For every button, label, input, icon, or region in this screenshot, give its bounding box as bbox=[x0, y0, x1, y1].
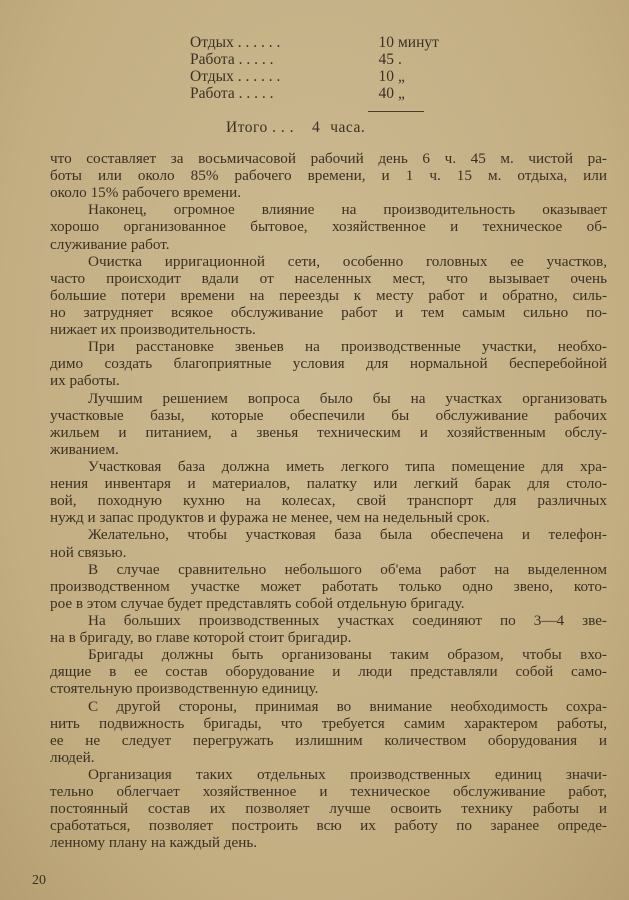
text-line: но затрудняет всякое обслуживание работ и тем самым сильно по- bbox=[50, 303, 607, 321]
text-line: нения инвентаря и материалов, палатку или легкий барак для столо- bbox=[50, 475, 607, 493]
text-line: Организация таких отдельных производственных единиц значи- bbox=[88, 765, 607, 783]
text-line: их работы. bbox=[50, 372, 120, 390]
text-line: живанием. bbox=[50, 440, 119, 458]
text-line: служивание работ. bbox=[50, 235, 170, 253]
text-line: Наконец, огромное влияние на производительность оказывает bbox=[88, 201, 607, 219]
row-label: Отдых . . . . . . bbox=[190, 34, 281, 51]
row-unit: . bbox=[398, 51, 402, 68]
text-line: нить подвижность бригады, что требуется самим характером работы, bbox=[50, 714, 607, 732]
text-line: Желательно, чтобы участковая база была обеспечена и телефон- bbox=[88, 526, 607, 544]
total-unit: часа. bbox=[330, 119, 366, 136]
text-line: на в бригаду, во главе которой стоит бригадир. bbox=[50, 629, 352, 647]
total-value: 4 bbox=[311, 119, 321, 136]
text-line: рое в этом случае будет представлять собой отдельную бригаду. bbox=[50, 594, 465, 612]
row-value: 10 bbox=[378, 34, 394, 51]
schedule-row bbox=[190, 34, 450, 51]
text-line: постоянный состав их позволяет лучше освоить технику работы и bbox=[50, 800, 607, 818]
row-label: Работа . . . . . bbox=[190, 51, 274, 68]
row-label: Отдых . . . . . . bbox=[190, 68, 281, 85]
row-unit: „ bbox=[398, 85, 405, 102]
body-text bbox=[50, 150, 607, 851]
text-line: Очистка ирригационной сети, особенно головных ее участков, bbox=[88, 252, 607, 270]
text-line: боты или около 85% рабочего времени, и 1 ч. 15 м. отдыха, или bbox=[50, 167, 607, 185]
page-number: 20 bbox=[32, 873, 46, 888]
text-line: На больших производственных участках соединяют по 3—4 зве- bbox=[88, 611, 607, 629]
text-line: вой, походную кухню на колесах, свой транспорт для различных bbox=[50, 492, 607, 510]
text-line: При расстановке звеньев на производственные участки, необхо- bbox=[88, 338, 607, 356]
schedule-total bbox=[226, 119, 365, 137]
schedule-row bbox=[190, 51, 450, 68]
text-line: Бригады должны быть организованы таким образом, чтобы вхо- bbox=[88, 646, 607, 664]
row-unit: минут bbox=[398, 34, 439, 51]
text-line: Лучшим решением вопроса было бы на участках организовать bbox=[88, 389, 607, 407]
schedule-table bbox=[190, 34, 450, 102]
text-line: участковые базы, которые обеспечили бы обслуживание рабочих bbox=[50, 406, 607, 424]
text-line: людей. bbox=[50, 748, 95, 766]
row-value: 40 bbox=[378, 85, 394, 102]
text-line: хорошо организованное бытовое, хозяйственное и техническое об- bbox=[50, 218, 607, 236]
text-line: С другой стороны, принимая во внимание необходимость сохра- bbox=[88, 697, 607, 715]
text-line: нужд и запас продуктов и фуража не менее, чем на недельный срок. bbox=[50, 509, 490, 527]
text-line: большие потери времени на переезды к месту работ и обратно, силь- bbox=[50, 286, 607, 304]
sum-rule bbox=[368, 111, 424, 112]
text-line: производственном участке может работать только одно звено, кото- bbox=[50, 577, 607, 595]
text-line: часто происходит вдали от населенных мест, что вызывает очень bbox=[50, 269, 607, 287]
row-unit: „ bbox=[398, 68, 405, 85]
text-line: жильем и питанием, а звенья техническим и хозяйственным обслу- bbox=[50, 423, 607, 441]
total-label: Итого . . . bbox=[226, 119, 294, 136]
text-line: ной связью. bbox=[50, 543, 127, 561]
text-line: тельно облегчает хозяйственное и техническое обслуживание работ, bbox=[50, 783, 607, 801]
text-line: стоятельную производственную единицу. bbox=[50, 680, 319, 698]
text-line: сработаться, позволяет построить всю их работу по заранее опреде- bbox=[50, 817, 607, 835]
text-line: ее не следует перегружать излишним количеством оборудования и bbox=[50, 731, 607, 749]
row-value: 10 bbox=[378, 68, 394, 85]
text-line: дящие в ее состав оборудование и люди представляли собой само- bbox=[50, 663, 607, 681]
schedule-row bbox=[190, 85, 450, 102]
text-line: ленному плану на каждый день. bbox=[50, 834, 258, 852]
text-line: Участковая база должна иметь легкого типа помещение для хра- bbox=[88, 457, 607, 475]
schedule-row bbox=[190, 68, 450, 85]
text-line: нижает их производительность. bbox=[50, 321, 256, 339]
text-line: около 15% рабочего времени. bbox=[50, 184, 241, 202]
text-line: В случае сравнительно небольшого об'ема работ на выделенном bbox=[88, 560, 607, 578]
row-value: 45 bbox=[378, 51, 394, 68]
text-line: димо создать благоприятные условия для нормальной бесперебойной bbox=[50, 355, 607, 373]
text-line: что составляет за восьмичасовой рабочий день 6 ч. 45 м. чистой ра- bbox=[50, 150, 607, 167]
row-label: Работа . . . . . bbox=[190, 85, 274, 102]
